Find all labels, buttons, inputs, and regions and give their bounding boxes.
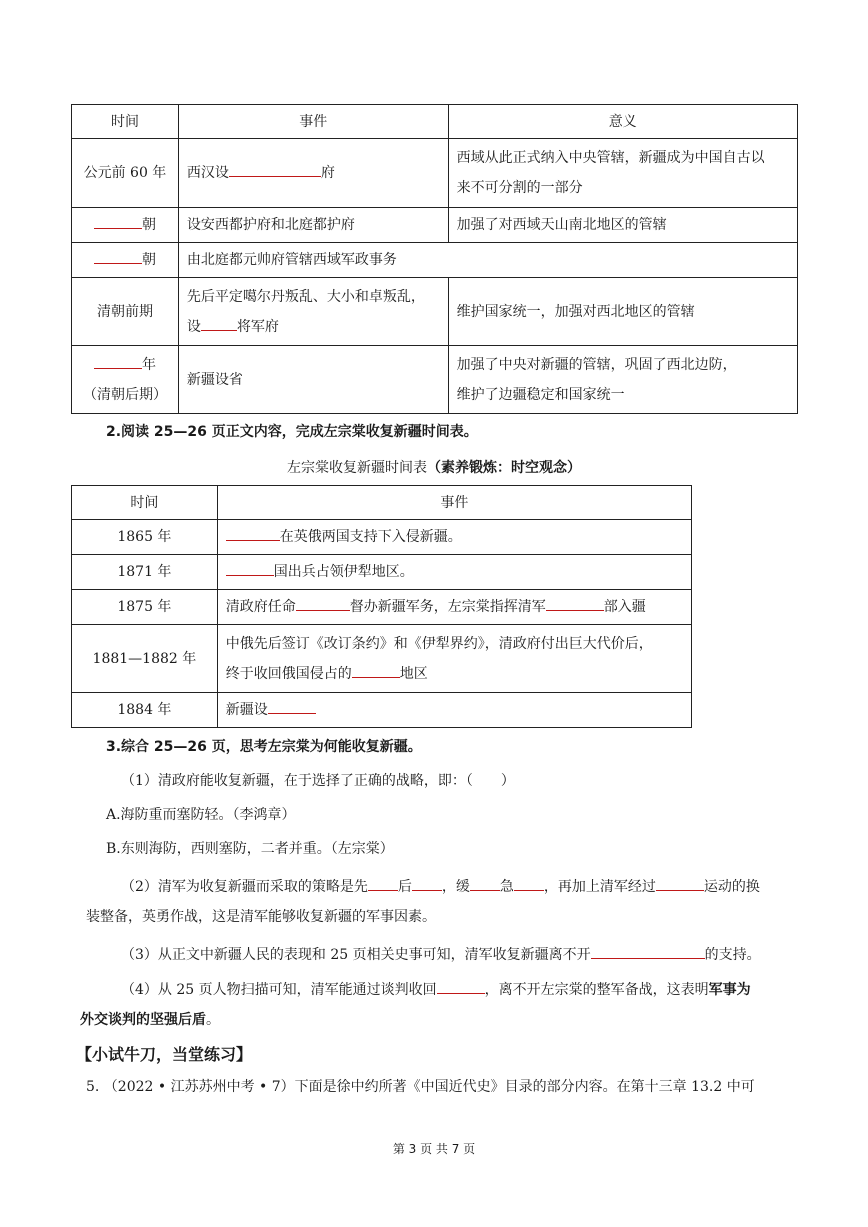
fill-blank[interactable]	[591, 940, 705, 959]
q3-sub2	[121, 872, 760, 896]
history-table	[71, 104, 798, 414]
table-header-row	[72, 486, 692, 520]
fill-blank[interactable]	[368, 872, 398, 891]
table-header-row	[72, 105, 798, 139]
cell-event	[178, 139, 448, 208]
bold-text: 军事为	[708, 982, 751, 998]
text: （3）从正文中新疆人民的表现和 25 页相关史事可知，清军收复新疆离不开	[121, 947, 591, 963]
cell-event	[217, 693, 691, 728]
text: 朝	[141, 252, 156, 268]
text: 朝	[141, 217, 156, 233]
text: 的支持。	[704, 947, 761, 963]
text: （清朝后期）	[82, 386, 167, 403]
fill-blank[interactable]	[470, 872, 500, 891]
text: 来不可分割的一部分	[456, 180, 583, 196]
fill-blank[interactable]	[437, 975, 485, 994]
q3-sub4	[121, 975, 751, 999]
cell-significance	[448, 139, 797, 208]
option-b: B.东则海防，西则塞防，二者并重。（左宗棠）	[106, 841, 394, 857]
table-caption	[0, 457, 868, 477]
text: 后	[397, 879, 412, 895]
text: 维护了边疆稳定和国家统一	[456, 386, 625, 403]
text: 部入疆	[603, 599, 646, 615]
text: 加强了中央对新疆的管辖，巩固了西北边防，	[456, 356, 737, 373]
cell-time: 1881—1882 年	[72, 625, 218, 693]
text: 中俄先后签订《改订条约》和《伊犁界约》，清政府付出巨大代价后，	[225, 635, 653, 652]
q3-heading: 3.综合 25—26 页，思考左宗棠为何能收复新疆。	[106, 739, 422, 755]
header-time: 时间	[72, 486, 218, 520]
cell-time: 1871 年	[72, 555, 218, 590]
cell-event	[217, 590, 691, 625]
text: 在英俄两国支持下入侵新疆。	[279, 529, 462, 545]
fill-blank[interactable]	[268, 695, 316, 714]
text: 先后平定噶尔丹叛乱、大小和卓叛乱，	[186, 288, 425, 305]
cell-time	[72, 208, 179, 243]
q3-sub2-line2: 装整备，英勇作战，这是清军能够收复新疆的军事因素。	[86, 909, 436, 925]
header-event: 事件	[178, 105, 448, 139]
fill-blank[interactable]	[94, 350, 142, 369]
bold-text: 外交谈判的坚强后盾	[80, 1012, 206, 1028]
cell-event: 新疆设省	[178, 346, 448, 414]
header-time: 时间	[72, 105, 179, 139]
table-row	[72, 278, 798, 346]
text: 将军府	[236, 318, 279, 335]
cell-time: 公元前 60 年	[72, 139, 179, 208]
table-row	[72, 346, 798, 414]
text: 年	[141, 356, 156, 373]
text: 运动的换	[703, 879, 760, 895]
fill-blank[interactable]	[546, 592, 604, 611]
cell-event: 由北庭都元帅府管辖西域军政事务	[178, 243, 797, 278]
table-row	[72, 625, 692, 693]
header-event: 事件	[217, 486, 691, 520]
fill-blank[interactable]	[226, 522, 280, 541]
table-row	[72, 693, 692, 728]
cell-significance: 加强了对西域天山南北地区的管辖	[448, 208, 797, 243]
text: ，再加上清军经过	[543, 879, 656, 895]
table-row	[72, 555, 692, 590]
text: 清政府任命	[225, 599, 296, 615]
practice-heading: 【小试牛刀，当堂练习】	[76, 1045, 253, 1064]
fill-blank[interactable]	[412, 872, 442, 891]
zuo-timeline-table	[71, 485, 692, 728]
text: 西汉设	[186, 165, 229, 181]
fill-blank[interactable]	[201, 312, 237, 331]
table-row	[72, 208, 798, 243]
text: 国出兵占领伊犁地区。	[273, 564, 414, 580]
fill-blank[interactable]	[94, 245, 142, 264]
cell-event: 设安西都护府和北庭都护府	[178, 208, 448, 243]
cell-time: 1865 年	[72, 520, 218, 555]
table-row	[72, 139, 798, 208]
cell-event	[217, 520, 691, 555]
text: ，离不开左宗棠的整军备战，这表明	[484, 982, 709, 998]
q2-heading: 2.阅读 25—26 页正文内容，完成左宗棠收复新疆时间表。	[106, 424, 478, 440]
text: 府	[320, 165, 335, 181]
page-footer: 第 3 页 共 7 页	[392, 1142, 476, 1156]
question-5: 5. （2022 • 江苏苏州中考 • 7）下面是徐中约所著《中国近代史》目录的部分内容。在第十三章 13.2 中可	[86, 1079, 755, 1095]
fill-blank[interactable]	[94, 210, 142, 229]
cell-significance: 维护国家统一，加强对西北地区的管辖	[448, 278, 797, 346]
cell-time	[72, 346, 179, 414]
table-row	[72, 520, 692, 555]
option-a: A.海防重而塞防轻。（李鸿章）	[106, 807, 296, 823]
text: 督办新疆军务，左宗棠指挥清军	[349, 599, 546, 615]
cell-event	[217, 555, 691, 590]
text: 西域从此正式纳入中央管辖，新疆成为中国自古以	[456, 150, 765, 166]
fill-blank[interactable]	[296, 592, 350, 611]
text: 。	[206, 1012, 220, 1028]
text: 设	[186, 318, 201, 335]
table-row	[72, 243, 798, 278]
text: （4）从 25 页人物扫描可知，清军能通过谈判收回	[121, 982, 437, 998]
fill-blank[interactable]	[656, 872, 704, 891]
fill-blank[interactable]	[229, 158, 321, 177]
text: 急	[499, 879, 514, 895]
q3-sub3	[121, 940, 761, 964]
q3-sub1: （1）清政府能收复新疆，在于选择了正确的战略，即：（ ）	[121, 773, 515, 789]
q3-sub4-line2	[80, 1009, 220, 1029]
cell-time: 1884 年	[72, 693, 218, 728]
text: 地区	[399, 665, 428, 682]
text: 终于收回俄国侵占的	[225, 665, 352, 682]
table-row	[72, 590, 692, 625]
fill-blank[interactable]	[226, 557, 274, 576]
caption-tag: （素养锻炼：时空观念）	[427, 460, 581, 476]
text: （2）清军为收复新疆而采取的策略是先	[121, 879, 368, 895]
cell-event	[178, 278, 448, 346]
fill-blank[interactable]	[352, 659, 400, 678]
cell-time: 清朝前期	[72, 278, 179, 346]
cell-time	[72, 243, 179, 278]
fill-blank[interactable]	[514, 872, 544, 891]
cell-significance	[448, 346, 797, 414]
text: 新疆设	[225, 702, 268, 718]
caption-text: 左宗棠收复新疆时间表	[287, 460, 427, 476]
cell-event	[217, 625, 691, 693]
header-significance: 意义	[448, 105, 797, 139]
cell-time: 1875 年	[72, 590, 218, 625]
text: ，缓	[441, 879, 470, 895]
